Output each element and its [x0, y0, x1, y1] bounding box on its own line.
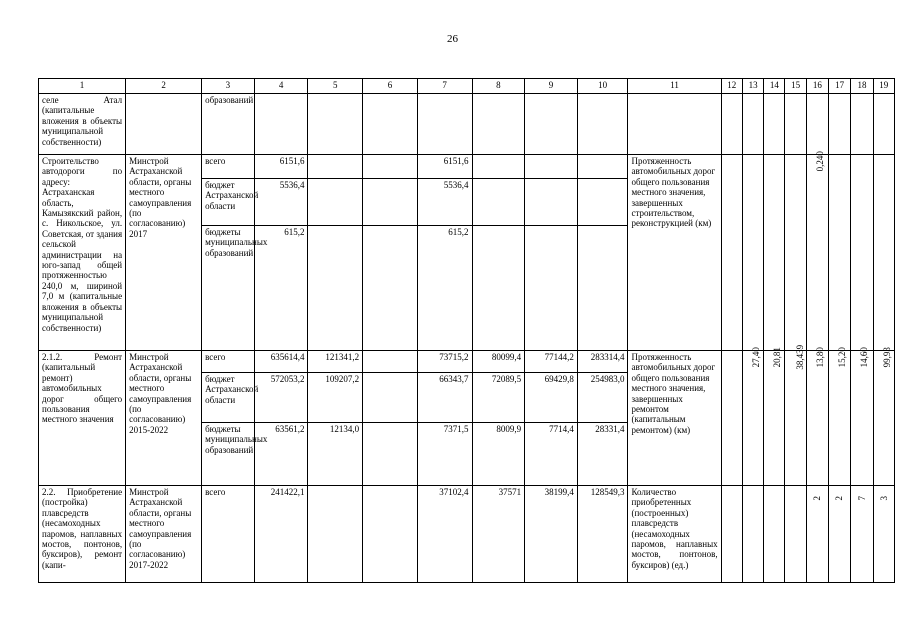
column-header: 11: [628, 79, 721, 94]
column-header: 10: [577, 79, 628, 94]
cell-value: 109207,2: [308, 373, 363, 423]
cell-target-value: 7: [851, 486, 873, 583]
cell-target-value: 27,40: [742, 351, 763, 486]
column-header: 12: [721, 79, 742, 94]
cell-funding-source: бюджет Астраханской области: [202, 373, 255, 423]
cell-funding-source: образований: [202, 94, 255, 155]
cell-value: 7371,5: [417, 423, 472, 486]
cell-indicator: Протяженность автомобильных дорог общего пользования местного значения, завершенных строительством, реконструкцией (км): [628, 155, 721, 351]
cell-target-value: 2: [806, 486, 828, 583]
column-header: 17: [829, 79, 851, 94]
cell-indicator: Количество приобретенных (построенных) плавсредств (несамоходных паромов, наплавных мостов, понтонов, буксиров) (ед.): [628, 486, 721, 583]
cell-value: 7714,4: [525, 423, 578, 486]
cell-value: 28331,4: [577, 423, 628, 486]
column-header: 5: [308, 79, 363, 94]
cell-target-value: 20,81: [764, 351, 785, 486]
column-header: 14: [764, 79, 785, 94]
cell-value: 121341,2: [308, 351, 363, 373]
cell-executor: Минстрой Астраханской области, органы местного самоуправления (по согласованию) 2017-2022: [126, 486, 202, 583]
cell-value: 6151,6: [417, 155, 472, 179]
cell-value: 128549,3: [577, 486, 628, 583]
table-row: [39, 94, 895, 155]
cell-total: 572053,2: [254, 373, 308, 423]
cell-activity: селе Атал (капитальные вложения в объекты муниципальной собственности): [39, 94, 126, 155]
column-header: 16: [806, 79, 828, 94]
cell-value: 37571: [472, 486, 525, 583]
cell-executor: Минстрой Астраханской области, органы местного самоуправления (по согласованию) 2015-2022: [126, 351, 202, 486]
table-row: [39, 155, 895, 179]
cell-value: 69429,8: [525, 373, 578, 423]
column-header: 6: [363, 79, 418, 94]
cell-total: 63561,2: [254, 423, 308, 486]
cell-total: 635614,4: [254, 351, 308, 373]
cell-value: 37102,4: [417, 486, 472, 583]
table-row: [39, 351, 895, 373]
cell-activity: 2.1.2. Ремонт (капитальный ремонт) автомобильных дорог общего пользования местного значения: [39, 351, 126, 486]
cell-target-value: 0,240: [806, 155, 828, 351]
cell-funding-source: всего: [202, 155, 255, 179]
column-header: 8: [472, 79, 525, 94]
cell-target-value: 14,60: [851, 351, 873, 486]
cell-value: 615,2: [417, 226, 472, 351]
cell-target-value: 38,439: [785, 351, 806, 486]
column-number-row: [39, 79, 895, 94]
column-header: 13: [742, 79, 763, 94]
page-number: 26: [447, 33, 458, 45]
cell-value: 254983,0: [577, 373, 628, 423]
cell-value: 8009,9: [472, 423, 525, 486]
cell-value: 283314,4: [577, 351, 628, 373]
cell-value: 80099,4: [472, 351, 525, 373]
cell-target-value: 13,80: [806, 351, 828, 486]
column-header: 4: [254, 79, 308, 94]
cell-executor: Минстрой Астраханской области, органы местного самоуправления (по согласованию) 2017: [126, 155, 202, 351]
column-header: 1: [39, 79, 126, 94]
column-header: 18: [851, 79, 873, 94]
cell-activity: Строительство автодороги по адресу: Астраханская область, Камызякский район, с. Никольское, ул. Советская, от здания сельской администрации на юго-запад общей протяженностью 240,0 м, шириной 7,0 м (капитальные вложения в объекты муниципальной собственности): [39, 155, 126, 351]
cell-executor: [126, 94, 202, 155]
cell-funding-source: всего: [202, 486, 255, 583]
cell-value: 5536,4: [417, 179, 472, 226]
cell-activity: 2.2. Приобретение (постройка) плавсредств (несамоходных паромов, наплавных мостов, понтонов, буксиров), ремонт (капи-: [39, 486, 126, 583]
cell-indicator: Протяженность автомобильных дорог общего пользования местного значения, завершенных ремонтом (капитальным ремонтом) (км): [628, 351, 721, 486]
cell-target-value: 2: [829, 486, 851, 583]
cell-value: 72089,5: [472, 373, 525, 423]
column-header: 15: [785, 79, 806, 94]
column-header: 3: [202, 79, 255, 94]
cell-value: 38199,4: [525, 486, 578, 583]
cell-value: 12134,0: [308, 423, 363, 486]
column-header: 9: [525, 79, 578, 94]
cell-target-value: 99,93: [873, 351, 894, 486]
cell-total: 6151,6: [254, 155, 308, 179]
cell-value: 77144,2: [525, 351, 578, 373]
cell-target-value: 3: [873, 486, 894, 583]
cell-funding-source: бюджеты муниципальных образований: [202, 423, 255, 486]
cell-total: 241422,1: [254, 486, 308, 583]
cell-value: 66343,7: [417, 373, 472, 423]
table-row: [39, 486, 895, 583]
cell-value: 73715,2: [417, 351, 472, 373]
column-header: 2: [126, 79, 202, 94]
cell-total: 5536,4: [254, 179, 308, 226]
column-header: 7: [417, 79, 472, 94]
program-table: [38, 78, 895, 583]
cell-funding-source: бюджет Астраханской области: [202, 179, 255, 226]
cell-funding-source: всего: [202, 351, 255, 373]
cell-target-value: 15,20: [829, 351, 851, 486]
cell-total: 615,2: [254, 226, 308, 351]
column-header: 19: [873, 79, 894, 94]
cell-funding-source: бюджеты муниципальных образований: [202, 226, 255, 351]
